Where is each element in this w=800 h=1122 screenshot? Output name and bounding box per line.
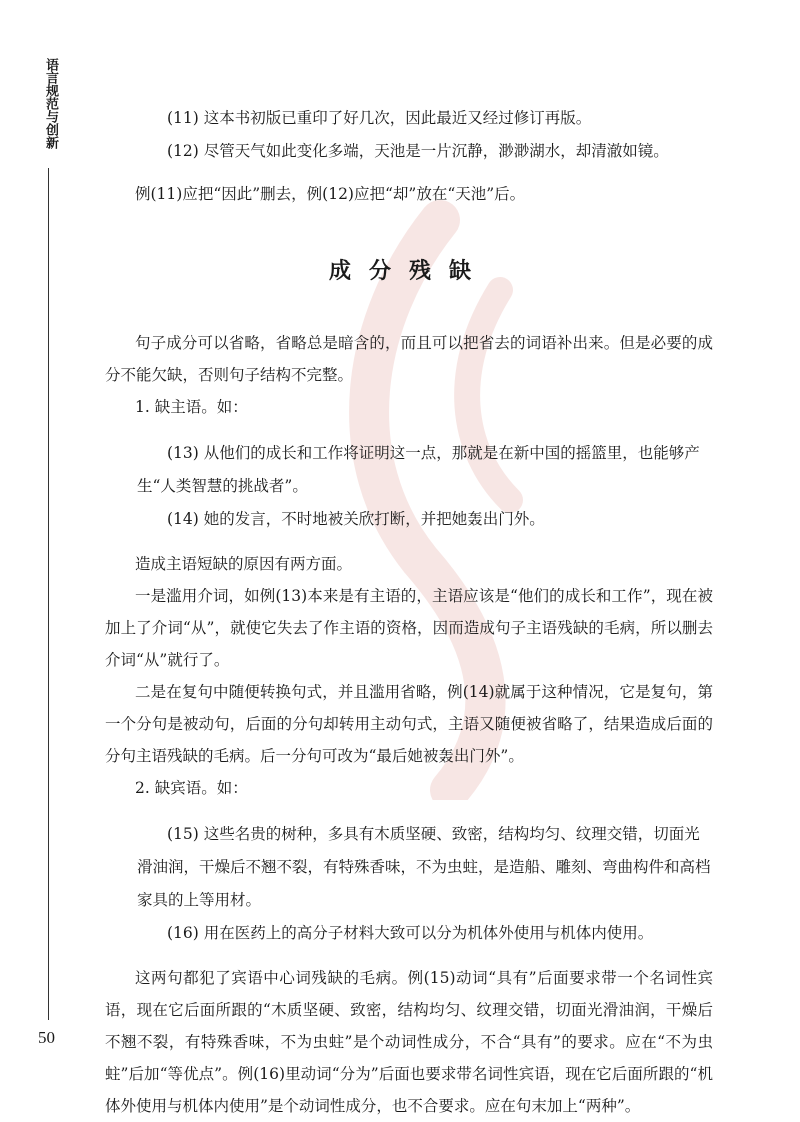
item-1-label: 1. 缺主语。如：: [135, 398, 248, 416]
top-note: 例(11)应把“因此”删去，例(12)应把“却”放在“天池”后。: [135, 185, 526, 203]
intro-paragraph: 句子成分可以省略，省略总是暗含的，而且可以把省去的词语补出来。但是必要的成分不能欠缺，否则句子结构不完整。: [105, 334, 713, 384]
examples-group-1: [105, 437, 713, 536]
analysis-paragraph-3: 二是在复句中随便转换句式，并且滥用省略，例(14)就属于这种情况，它是复句，第一个分句是被动句，后面的分句却转用主动句式，主语又随便被省略了，结果造成后面的分句主语残缺的毛病。后一分句可改为“最后她被轰出门外”。: [105, 683, 713, 765]
example-12: (12) 尽管天气如此变化多端，天池是一片沉静，渺渺湖水，却清澈如镜。: [167, 142, 669, 160]
examples-group-2: [105, 818, 713, 950]
example-15: (15) 这些名贵的树种，多具有木质坚硬、致密，结构均匀、纹理交错，切面光滑油润，干燥后不翘不裂，有特殊香味，不为虫蛀，是造船、雕刻、弯曲构件和高档家具的上等用材。: [137, 825, 711, 909]
item-2-label: 2. 缺宾语。如：: [135, 779, 248, 797]
sidebar-rule: [48, 168, 49, 1020]
analysis-paragraph-1: 造成主语短缺的原因有两方面。: [135, 555, 353, 573]
closing-paragraph: 这两句都犯了宾语中心词残缺的毛病。例(15)动词“具有”后面要求带一个名词性宾语，现在它后面所跟的“木质坚硬、致密，结构均匀、纹理交错，切面光滑油润，干燥后不翘不裂，有特殊香味，不为虫蛀”是个动词性成分，不合“具有”的要求。应在“不为虫蛀”后加“等优点”。例(16)里动词“分为”后面也要求带名词性宾语，现在它后面所跟的“机体外使用与机体内使用”是个动词性成分，也不合要求。应在句末加上“两种”。: [105, 969, 713, 1115]
section-heading: 成分残缺: [328, 259, 489, 284]
example-14: (14) 她的发言，不时地被关欣打断，并把她轰出门外。: [167, 510, 545, 528]
page-number: 50: [38, 1028, 55, 1047]
sidebar-book-title: 语言规范与创新: [43, 58, 58, 149]
example-16: (16) 用在医药上的高分子材料大致可以分为机体外使用与机体内使用。: [167, 924, 654, 942]
example-13: (13) 从他们的成长和工作将证明这一点，那就是在新中国的摇篮里，也能够产生“人类智慧的挑战者”。: [137, 444, 700, 495]
example-11: (11) 这本书初版已重印了好几次，因此最近又经过修订再版。: [167, 109, 592, 127]
analysis-paragraph-2: 一是滥用介词，如例(13)本来是有主语的，主语应该是“他们的成长和工作”，现在被加上了介词“从”，就使它失去了作主语的资格，因而造成句子主语残缺的毛病，所以删去介词“从”就行了。: [105, 587, 713, 669]
page-content: [105, 102, 713, 1122]
